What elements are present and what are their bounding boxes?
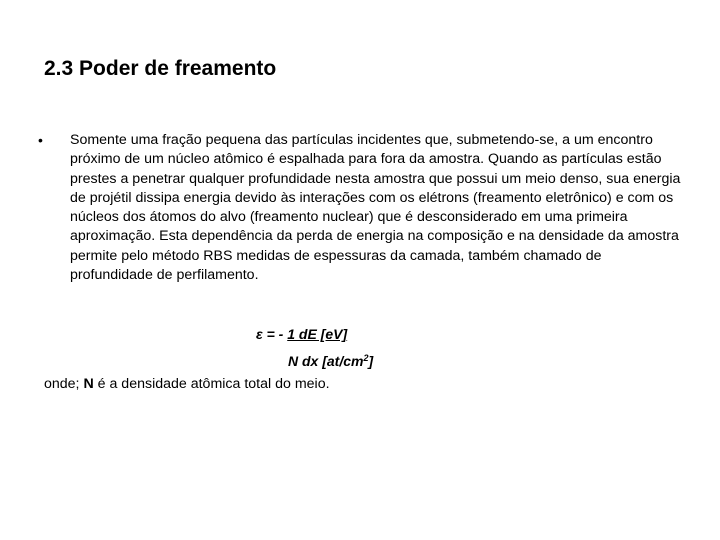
slide-title: 2.3 Poder de freamento: [44, 57, 277, 80]
formula-numerator: 1 dE [eV]: [287, 326, 348, 342]
formula-denominator-close: ]: [368, 353, 374, 369]
definition-text: é a densidade atômica total do meio.: [93, 376, 330, 392]
bullet-marker: •: [38, 132, 43, 148]
definition-line: [44, 375, 330, 394]
formula-lhs: ε = -: [256, 326, 288, 342]
bullet-paragraph: Somente uma fração pequena das partículas incidentes que, submetendo-se, a um encontro próximo de um núcleo atômico é espalhada para fora da amostra. Quando as partículas estão prestes a penetrar qualquer profundidade nesta amostra que possui um meio denso, sua energia de projétil dissipa energia devido às interações com os elétrons (freamento eletrônico) e com os núcleos dos átomos do alvo (freamento nuclear) que é desconsiderado em uma primeira aproximação. Esta dependência da perda de energia na composição e na densidade da amostra permite pelo método RBS medidas de espessuras da camada, também chamado de profundidade de perfilamento.: [70, 132, 681, 283]
formula-denominator: N dx [at/cm: [288, 353, 364, 369]
definition-symbol: N: [83, 376, 94, 392]
definition-prefix: onde;: [44, 376, 84, 392]
formula-numerator-line: [256, 325, 347, 343]
formula-exponent: 2: [363, 353, 369, 363]
formula-denominator-line: [288, 352, 373, 370]
